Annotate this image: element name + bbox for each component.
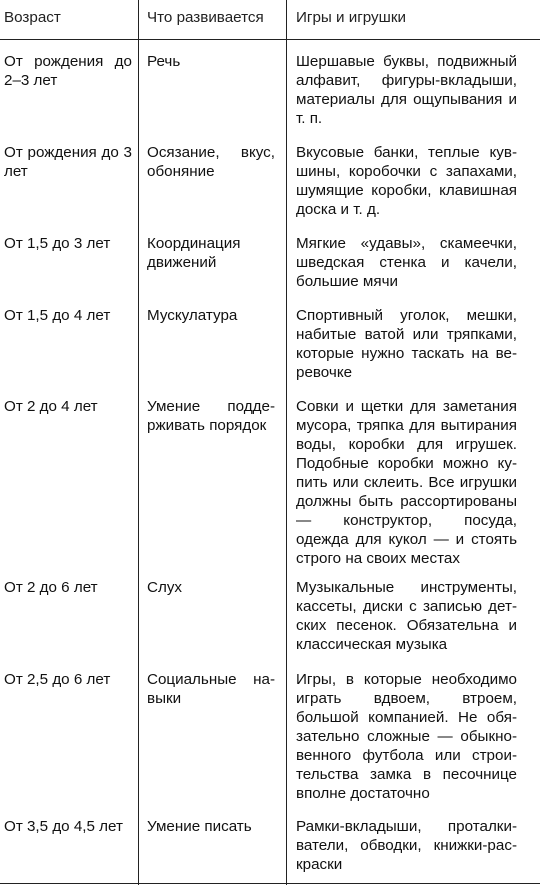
column-divider (286, 0, 287, 885)
table-bottom-border (0, 883, 540, 884)
toys-cell: Спортивный уголок, мешки, набитые ватой или тряпками, которые нужно таскать на веревочке (296, 307, 517, 381)
toys-cell: Музыкальные инструменты, кассеты, диски с записью детских песенок. Обязательна и классическая музыка (296, 579, 517, 653)
age-cell: От 1,5 до 4 лет (4, 307, 111, 324)
header-toys: Игры и игрушки (296, 9, 406, 26)
age-cell: От 2 до 6 лет (4, 579, 98, 596)
toys-cell: Рамки-вкладыши, проталкиватели, обводки, книжки-раскраски (296, 818, 517, 873)
header-age: Возраст (4, 9, 61, 26)
develops-cell: Осязание, вкус, обоняние (147, 144, 275, 180)
toys-cell: Игры, в которые необходимо играть вдвоем, втроем, большой компанией. Не обязательно сложные — обыкновенного футбола или строительства замка в песочнице вполне достаточно (296, 671, 517, 802)
age-cell: От рождения до 2–3 лет (4, 53, 132, 89)
age-cell: От рождения до 3 лет (4, 144, 132, 180)
age-cell: От 3,5 до 4,5 лет (4, 818, 123, 835)
toys-cell: Шершавые буквы, подвижный алфавит, фигуры-вкладыши, материалы для ощупывания и т. п. (296, 53, 517, 127)
develops-cell: Мускулатура (147, 307, 238, 324)
toys-cell: Мягкие «удавы», скамеечки, шведская стенка и качели, большие мячи (296, 235, 517, 290)
age-cell: От 2,5 до 6 лет (4, 671, 111, 688)
column-divider (138, 0, 139, 885)
toys-cell: Совки и щетки для заметания мусора, тряпка для вытирания воды, коробки для игрушек. Подобные коробки можно купить или склеить. Все игрушки должны быть рассортированы — конструктор, посуда, одежда для кукол — и стоять строго на своих местах (296, 398, 517, 567)
develops-cell: Координация движений (147, 235, 241, 271)
develops-cell: Умение писать (147, 818, 252, 835)
develops-cell: Социальные навыки (147, 671, 275, 707)
develops-cell: Речь (147, 53, 181, 70)
develops-cell: Слух (147, 579, 183, 596)
age-cell: От 1,5 до 3 лет (4, 235, 111, 252)
develops-cell: Умение поддерживать порядок (147, 398, 275, 434)
header-develops: Что развивается (147, 9, 264, 26)
header-divider (0, 39, 540, 40)
age-cell: От 2 до 4 лет (4, 398, 98, 415)
toys-cell: Вкусовые банки, теплые кувшины, коробочки с запахами, шумящие коробки, клавишная доска и т. д. (296, 144, 517, 218)
